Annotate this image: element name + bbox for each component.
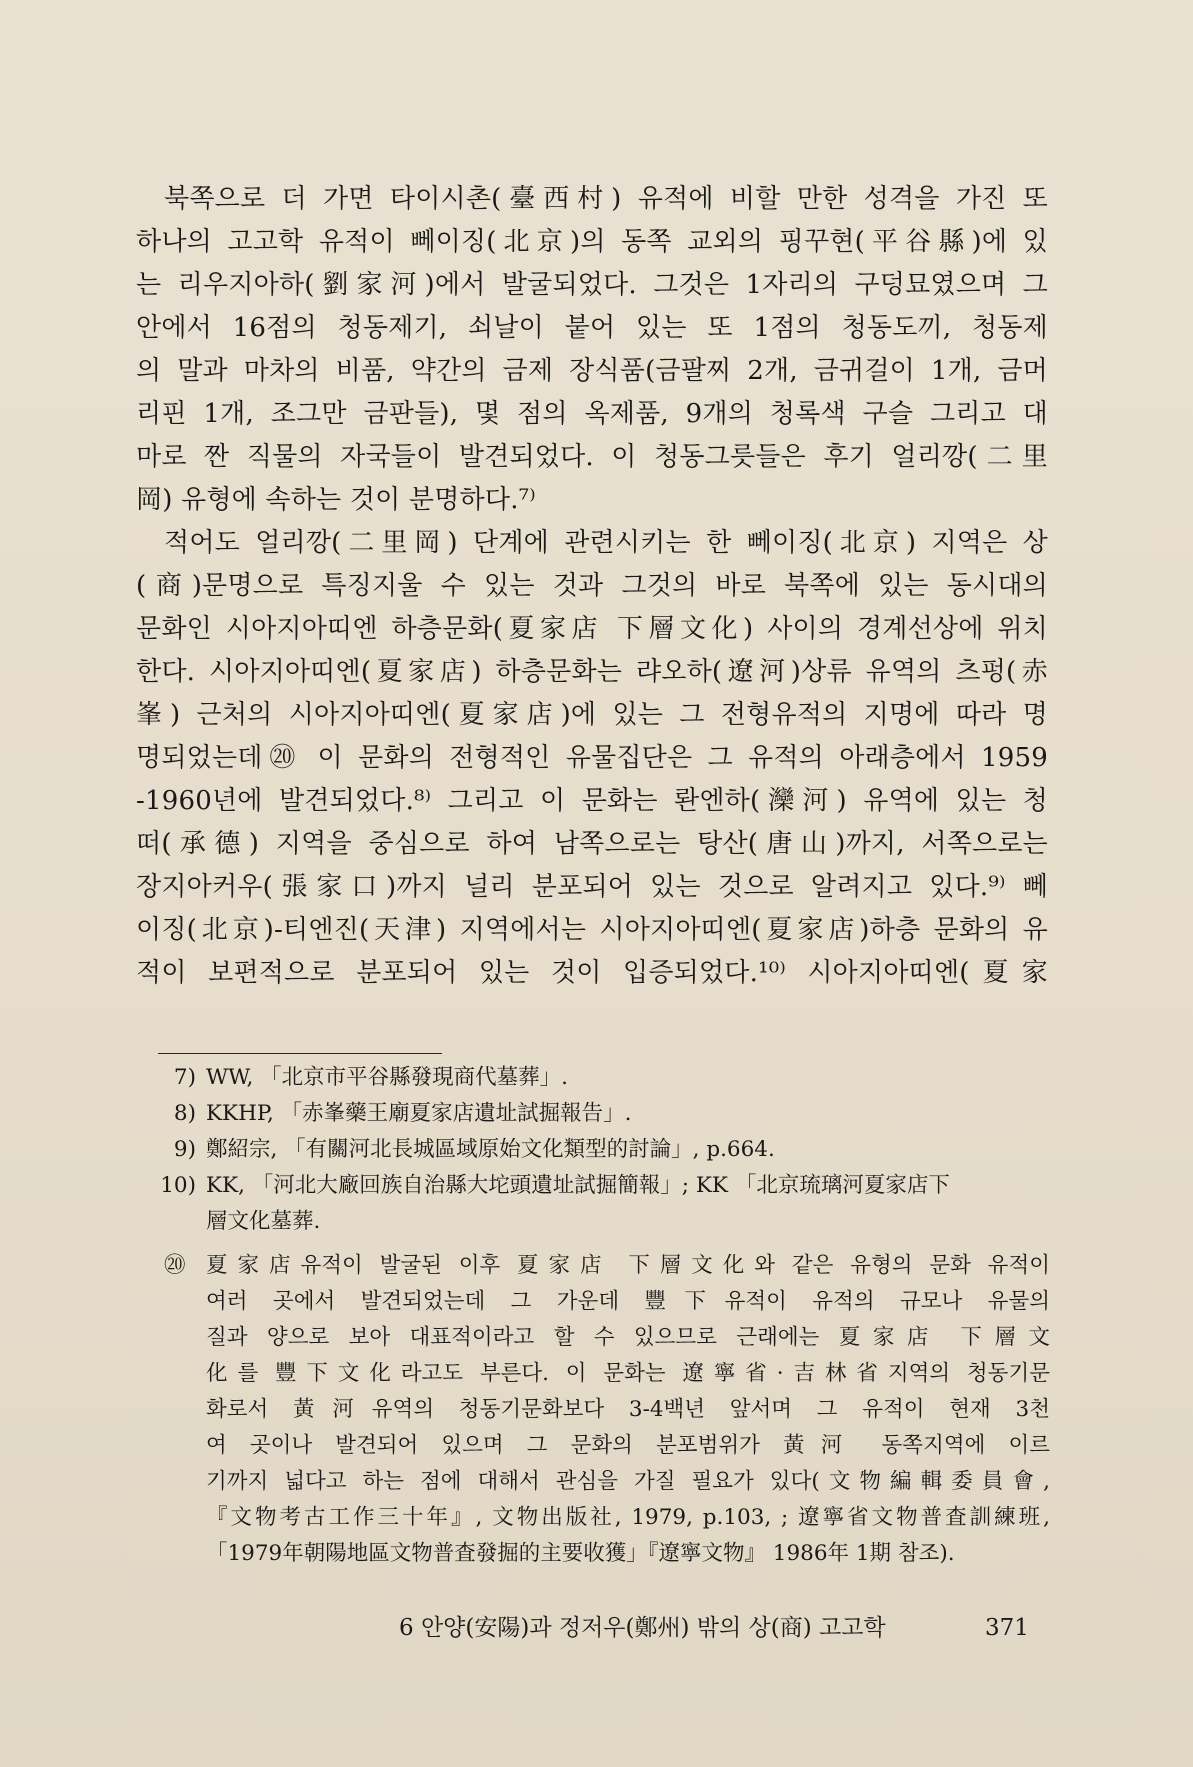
footnote-line: 夏家店유적이 발굴된 이후 夏家店 下層文化와 같은 유형의 문화 유적이 — [206, 1253, 1050, 1278]
footnote-number: ⑳ — [164, 1253, 186, 1278]
footnote-10 — [150, 1168, 1050, 1240]
page-number: 371 — [985, 1615, 1029, 1641]
footnote-number: 10) — [160, 1173, 196, 1198]
footnote-number: 8) — [173, 1101, 196, 1126]
footnote-line: 化를 豐下文化라고도 부른다. 이 문화는 遼寧省·吉林省지역의 청동기문 — [206, 1361, 1050, 1386]
footnote-8 — [150, 1096, 1050, 1132]
text-line: 적이 보편적으로 분포되어 있는 것이 입증되었다.¹⁰⁾ 시아지아띠엔(夏家 — [136, 958, 1048, 988]
footnote-text — [206, 1060, 1050, 1096]
footnote-line: 질과 양으로 보아 대표적이라고 할 수 있으므로 근래에는 夏家店 下層文 — [206, 1325, 1050, 1350]
footnote-number: 7) — [173, 1065, 196, 1090]
footnote-line: 「1979年朝陽地區文物普査發掘的主要收獲」『遼寧文物』 1986年 1期 참조). — [206, 1541, 955, 1566]
footnote-line: 여 곳이나 발견되어 있으며 그 문화의 분포범위가 黃河 동쪽지역에 이르 — [206, 1433, 1050, 1458]
running-footer-title: 6 안양(安陽)과 정저우(鄭州) 밖의 상(商) 고고학 — [399, 1615, 886, 1641]
footnote-line: KKHP, 「赤峯藥王廟夏家店遺址試掘報告」. — [206, 1101, 632, 1126]
text-line: 는 리우지아하(劉家河)에서 발굴되었다. 그것은 1자리의 구덩묘였으며 그 — [136, 270, 1048, 300]
footnote-line: 여러 곳에서 발견되었는데 그 가운데 豐下유적이 유적의 규모나 유물의 — [206, 1289, 1050, 1314]
footnote-9 — [150, 1132, 1050, 1168]
text-line: 적어도 얼리깡(二里岡) 단계에 관련시키는 한 뻬이징(北京) 지역은 상 — [164, 528, 1048, 558]
text-line: 한다. 시아지아띠엔(夏家店) 하층문화는 랴오하(遼河)상류 유역의 츠펑(赤 — [136, 657, 1048, 687]
text-line: 떠(承德) 지역을 중심으로 하여 남쪽으로는 탕산(唐山)까지, 서쪽으로는 — [136, 829, 1048, 859]
footnote-line: 기까지 넓다고 하는 점에 대해서 관심을 가질 필요가 있다(文物編輯委員會, — [206, 1469, 1050, 1494]
footnote-line: 鄭紹宗, 「有關河北長城區域原始文化類型的討論」, p.664. — [206, 1137, 775, 1162]
footnote-line: KK, 「河北大廠回族自治縣大坨頭遺址試掘簡報」; KK 「北京琉璃河夏家店下 — [206, 1173, 950, 1198]
text-line: 문화인 시아지아띠엔 하층문화(夏家店 下層文化) 사이의 경계선상에 위치 — [136, 614, 1048, 644]
footnote-7 — [150, 1060, 1050, 1096]
text-line: 리핀 1개, 조그만 금판들), 몇 점의 옥제품, 9개의 청록색 구슬 그리고 대 — [136, 399, 1048, 429]
footnote-line: 『文物考古工作三十年』, 文物出版社, 1979, p.103, ; 遼寧省文物普査訓練班, — [206, 1505, 1050, 1530]
text-line: 岡) 유형에 속하는 것이 분명하다.⁷⁾ — [136, 485, 536, 515]
text-line: 峯) 근처의 시아지아띠엔(夏家店)에 있는 그 전형유적의 지명에 따라 명 — [136, 700, 1048, 730]
footnote-line: 層文化墓葬. — [206, 1209, 321, 1234]
translator-note-20 — [150, 1248, 1050, 1572]
text-line: -1960년에 발견되었다.⁸⁾ 그리고 이 문화는 롼엔하(灤河) 유역에 있는 청 — [136, 786, 1048, 816]
footnote-text — [206, 1248, 1050, 1572]
text-line: 마로 짠 직물의 자국들이 발견되었다. 이 청동그릇들은 후기 얼리깡(二里 — [136, 442, 1048, 472]
text-line: 이징(北京)-티엔진(天津) 지역에서는 시아지아띠엔(夏家店)하층 문화의 유 — [136, 915, 1048, 945]
body-text — [136, 178, 1048, 995]
text-line: 하나의 고고학 유적이 뻬이징(北京)의 동쪽 교외의 핑꾸현(平谷縣)에 있 — [136, 227, 1048, 257]
footnote-number: 9) — [173, 1137, 196, 1162]
footnote-text — [206, 1168, 1050, 1240]
text-line: 의 말과 마차의 비품, 약간의 금제 장식품(금팔찌 2개, 금귀걸이 1개, 금머 — [136, 356, 1048, 386]
footnote-line: 화로서 黃河유역의 청동기문화보다 3-4백년 앞서며 그 유적이 현재 3천 — [206, 1397, 1050, 1422]
text-line: 장지아커우(張家口)까지 널리 분포되어 있는 것으로 알려지고 있다.⁹⁾ 뻬 — [136, 872, 1048, 902]
text-line: 북쪽으로 더 가면 타이시촌(臺西村) 유적에 비할 만한 성격을 가진 또 — [164, 184, 1048, 214]
footnotes — [150, 1060, 1050, 1572]
text-line: (商)문명으로 특징지울 수 있는 것과 그것의 바로 북쪽에 있는 동시대의 — [136, 571, 1048, 601]
footnote-text — [206, 1132, 1050, 1168]
footnote-rule — [158, 1053, 442, 1054]
text-line: 안에서 16점의 청동제기, 쇠날이 붙어 있는 또 1점의 청동도끼, 청동제 — [136, 313, 1048, 343]
footnote-text — [206, 1096, 1050, 1132]
footnote-line: WW, 「北京市平谷縣發現商代墓葬」. — [206, 1065, 568, 1090]
text-line: 명되었는데⑳ 이 문화의 전형적인 유물집단은 그 유적의 아래층에서 1959 — [136, 743, 1048, 773]
